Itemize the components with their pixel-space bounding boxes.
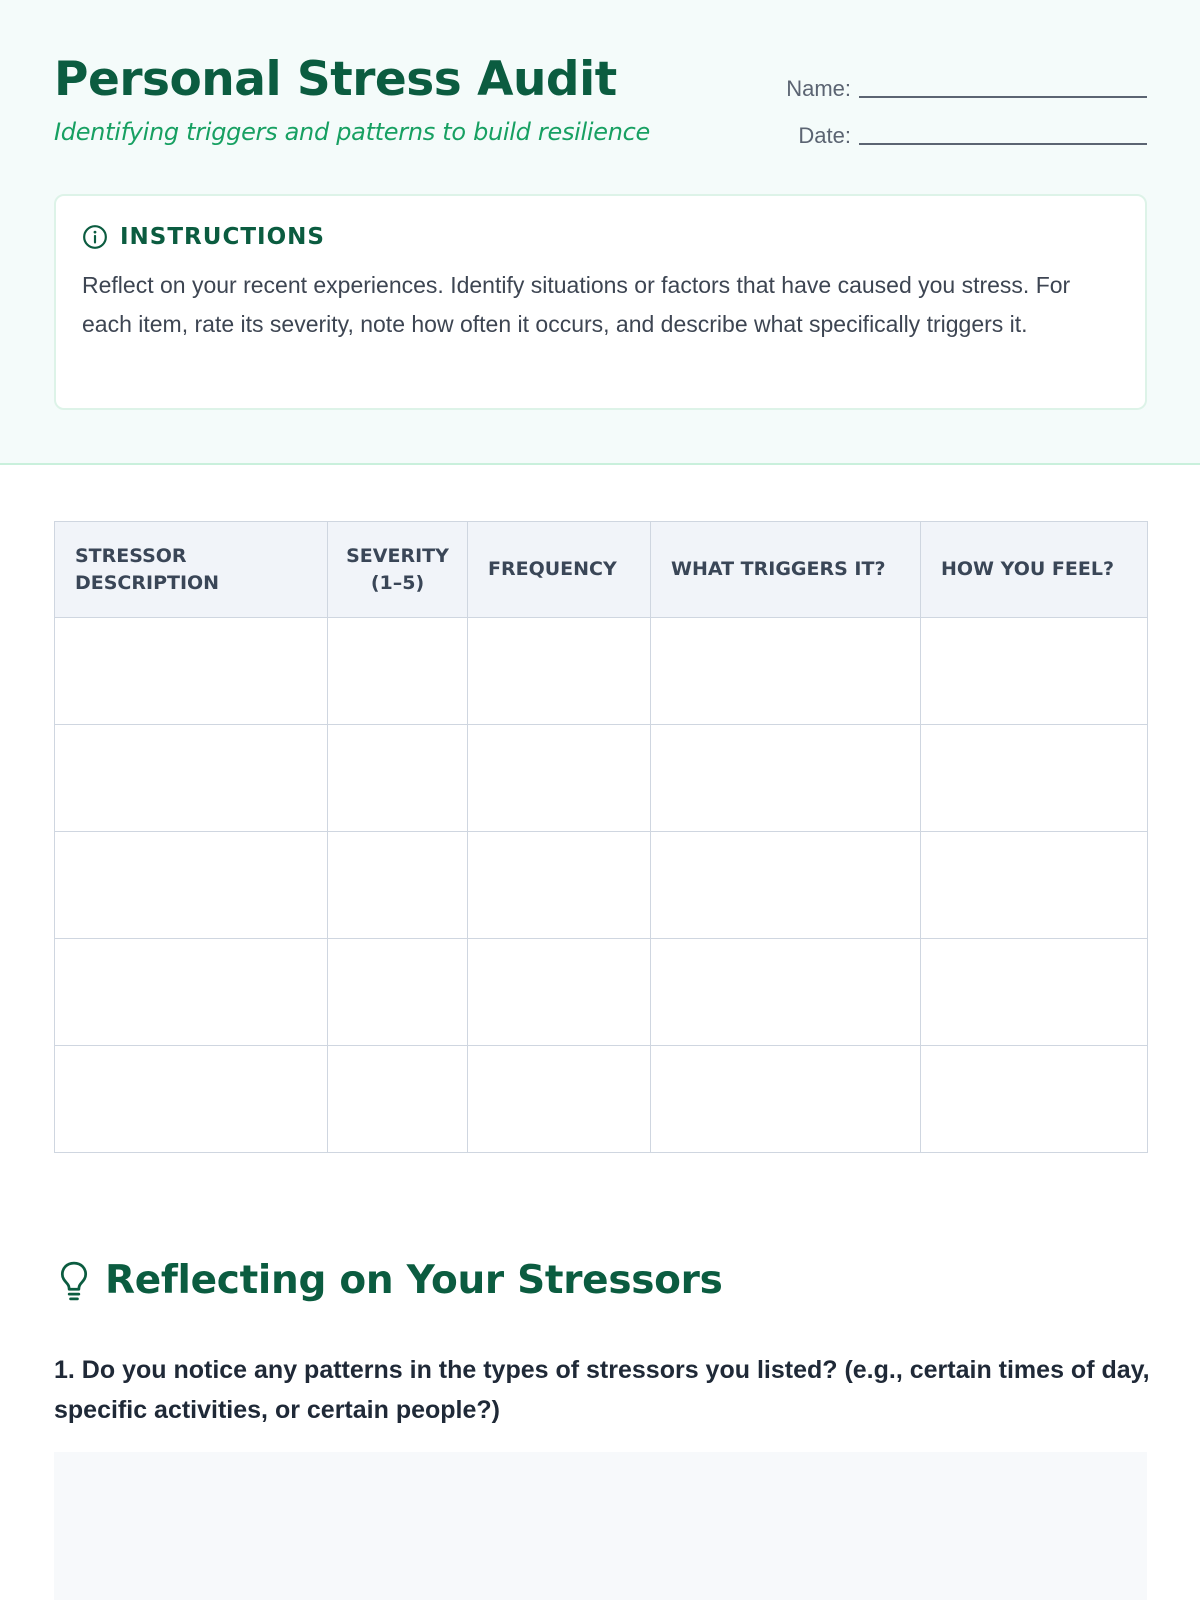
page-title: Personal Stress Audit — [54, 52, 617, 107]
instructions-header — [82, 224, 1119, 250]
answer-box-1[interactable] — [54, 1452, 1147, 1600]
table-cell[interactable] — [651, 725, 921, 832]
table-row — [55, 1046, 1148, 1153]
col-header-line: STRESSOR — [75, 544, 187, 567]
table-cell[interactable] — [328, 725, 468, 832]
table-cell[interactable] — [468, 725, 651, 832]
col-severity — [328, 522, 468, 618]
table-cell[interactable] — [468, 618, 651, 725]
table-cell[interactable] — [921, 939, 1148, 1046]
col-header-line: WHAT TRIGGERS IT? — [671, 558, 886, 580]
col-stressor-description — [55, 522, 328, 618]
lightbulb-icon — [57, 1259, 91, 1303]
col-header-line: (1–5) — [370, 571, 425, 594]
col-how-you-feel — [921, 522, 1148, 618]
table-cell[interactable] — [921, 725, 1148, 832]
table-cell[interactable] — [55, 725, 328, 832]
instructions-title: INSTRUCTIONS — [120, 224, 325, 250]
col-header-line: DESCRIPTION — [75, 571, 220, 594]
col-header-line: SEVERITY — [346, 544, 449, 567]
table-row — [55, 618, 1148, 725]
page-subtitle: Identifying triggers and patterns to build resilience — [54, 118, 651, 146]
col-what-triggers — [651, 522, 921, 618]
question-1: 1. Do you notice any patterns in the types of stressors you listed? (e.g., certain times of day, specific activities, or certain people?) — [54, 1356, 1150, 1424]
table-cell[interactable] — [468, 939, 651, 1046]
table-cell[interactable] — [468, 832, 651, 939]
instructions-text: Reflect on your recent experiences. Identify situations or factors that have caused you stress. For each item, rate its severity, note how often it occurs, and describe what specifically triggers it. — [82, 272, 1071, 337]
table-cell[interactable] — [328, 832, 468, 939]
date-label: Date: — [798, 123, 851, 148]
reflection-section-title — [57, 1258, 723, 1303]
info-icon — [82, 224, 108, 250]
table-cell[interactable] — [651, 832, 921, 939]
table-cell[interactable] — [55, 832, 328, 939]
table-row — [55, 939, 1148, 1046]
instructions-box — [54, 194, 1147, 410]
name-label: Name: — [786, 76, 851, 101]
table-cell[interactable] — [921, 832, 1148, 939]
table-cell[interactable] — [921, 1046, 1148, 1153]
table-cell[interactable] — [55, 1046, 328, 1153]
date-line[interactable] — [859, 143, 1147, 145]
table-cell[interactable] — [651, 618, 921, 725]
name-field[interactable] — [786, 76, 1147, 102]
table-cell[interactable] — [55, 939, 328, 1046]
table-header-row — [55, 522, 1148, 618]
table-row — [55, 832, 1148, 939]
table-cell[interactable] — [55, 618, 328, 725]
table-row — [55, 725, 1148, 832]
table-cell[interactable] — [651, 1046, 921, 1153]
table-cell[interactable] — [651, 939, 921, 1046]
stressor-table — [54, 521, 1148, 1153]
table-cell[interactable] — [921, 618, 1148, 725]
date-field[interactable] — [798, 123, 1147, 149]
col-header-line: FREQUENCY — [488, 558, 617, 580]
table-cell[interactable] — [468, 1046, 651, 1153]
name-line[interactable] — [859, 96, 1147, 98]
reflection-title: Reflecting on Your Stressors — [105, 1258, 723, 1303]
col-frequency — [468, 522, 651, 618]
table-cell[interactable] — [328, 939, 468, 1046]
table-cell[interactable] — [328, 1046, 468, 1153]
table-cell[interactable] — [328, 618, 468, 725]
col-header-line: HOW YOU FEEL? — [941, 558, 1114, 580]
